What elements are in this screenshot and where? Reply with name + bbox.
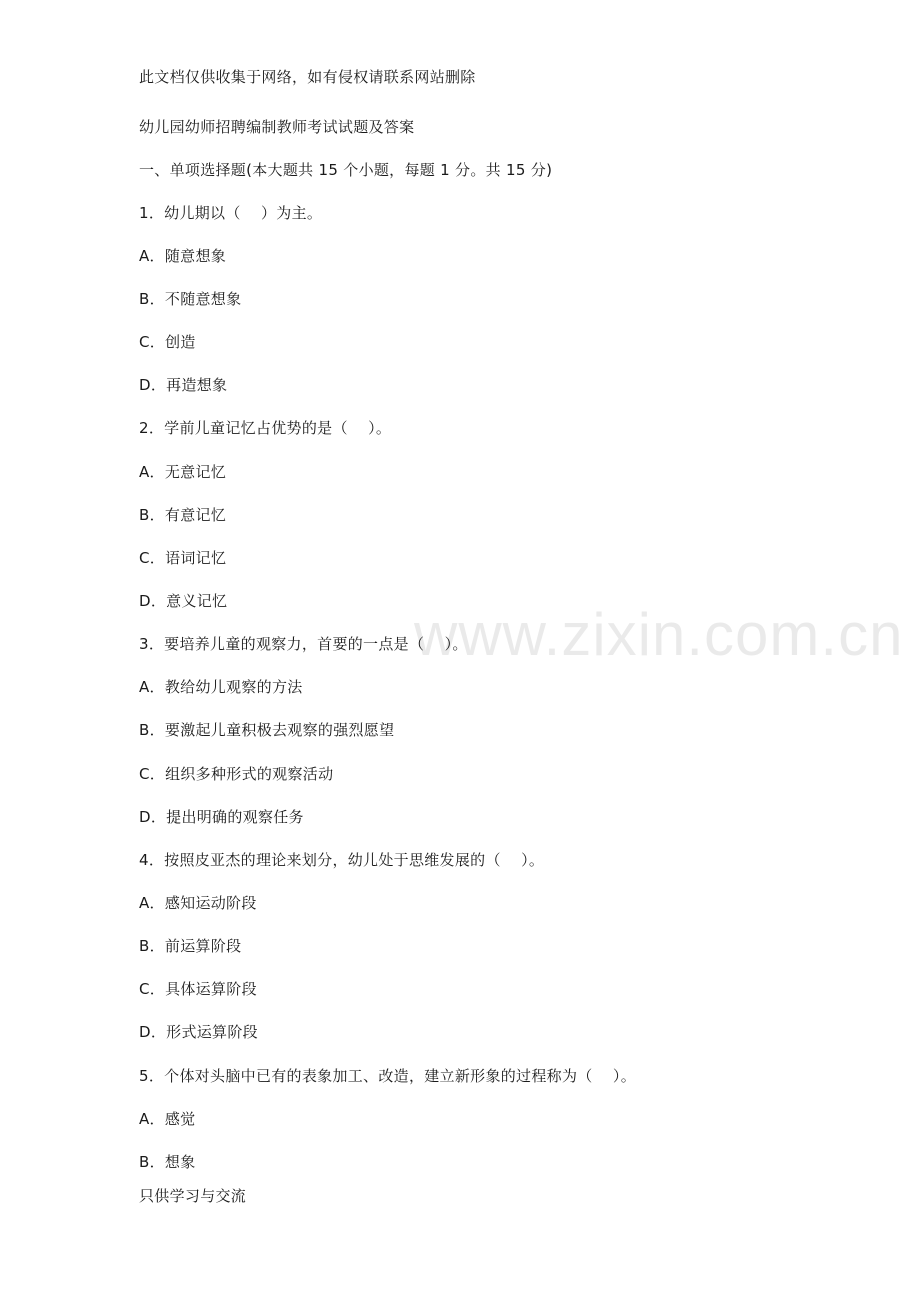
document-title: 幼儿园幼师招聘编制教师考试试题及答案 — [139, 118, 415, 136]
question-5-option-b: B．想象 — [139, 1153, 196, 1171]
question-1: 1．幼儿期以（ ）为主。 — [139, 204, 323, 222]
question-4-option-d: D．形式运算阶段 — [139, 1023, 258, 1041]
question-2-option-d: D．意义记忆 — [139, 592, 228, 610]
question-2-option-c: C．语词记忆 — [139, 549, 227, 567]
question-3: 3．要培养儿童的观察力，首要的一点是（ ）。 — [139, 635, 468, 653]
question-3-option-b: B．要激起儿童积极去观察的强烈愿望 — [139, 721, 395, 739]
question-1-option-a: A．随意想象 — [139, 247, 227, 265]
question-4-option-a: A．感知运动阶段 — [139, 894, 257, 912]
question-4-option-b: B．前运算阶段 — [139, 937, 242, 955]
question-1-option-b: B．不随意想象 — [139, 290, 242, 308]
header-notice: 此文档仅供收集于网络，如有侵权请联系网站删除 — [139, 68, 476, 86]
question-4-option-c: C．具体运算阶段 — [139, 980, 257, 998]
question-3-option-a: A．教给幼儿观察的方法 — [139, 678, 303, 696]
question-5-option-a: A．感觉 — [139, 1110, 196, 1128]
site-watermark: www.zixin.com.cn — [414, 601, 904, 668]
question-4: 4．按照皮亚杰的理论来划分，幼儿处于思维发展的（ ）。 — [139, 851, 545, 869]
question-3-option-d: D．提出明确的观察任务 — [139, 808, 304, 826]
section-heading: 一、单项选择题(本大题共 15 个小题，每题 1 分。共 15 分) — [139, 161, 553, 179]
question-2-option-b: B．有意记忆 — [139, 506, 227, 524]
question-1-option-c: C．创造 — [139, 333, 196, 351]
question-3-option-c: C．组织多种形式的观察活动 — [139, 765, 334, 783]
footer-notice: 只供学习与交流 — [139, 1187, 247, 1205]
question-1-option-d: D．再造想象 — [139, 376, 228, 394]
question-2-option-a: A．无意记忆 — [139, 463, 227, 481]
question-2: 2．学前儿童记忆占优势的是（ ）。 — [139, 419, 392, 437]
question-5: 5．个体对头脑中已有的表象加工、改造，建立新形象的过程称为（ ）。 — [139, 1067, 637, 1085]
